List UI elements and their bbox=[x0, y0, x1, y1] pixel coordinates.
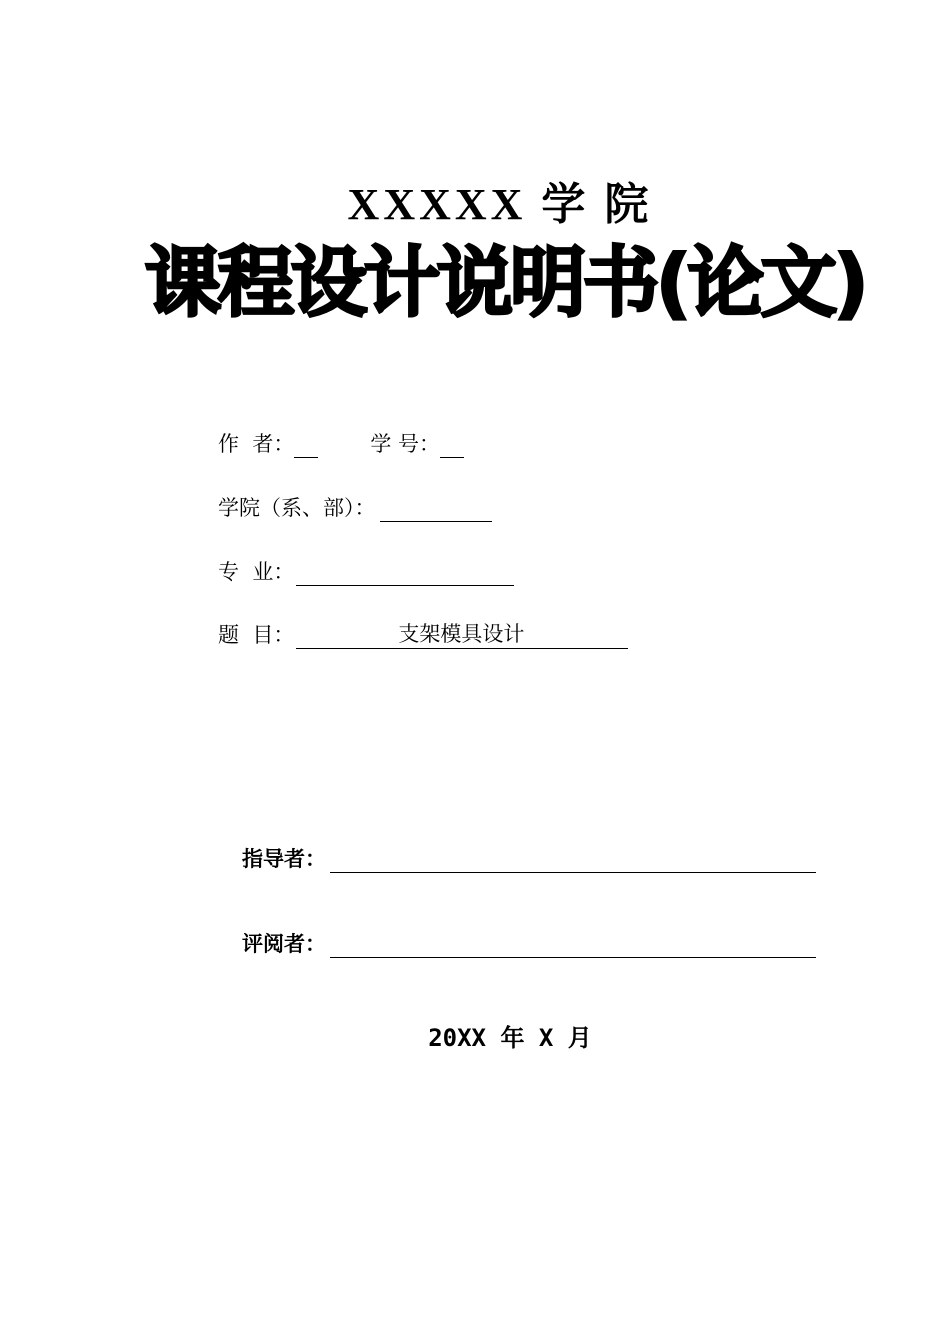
major-blank[interactable] bbox=[296, 559, 514, 586]
date: 20XX 年 X 月 bbox=[428, 1024, 592, 1052]
major-row bbox=[218, 558, 514, 586]
advisor-row bbox=[242, 845, 816, 873]
reviewer-label: 评阅者： bbox=[242, 932, 326, 956]
advisor-blank[interactable] bbox=[330, 846, 816, 873]
department-row bbox=[218, 494, 492, 522]
reviewer-blank[interactable] bbox=[330, 931, 816, 958]
student-id-blank[interactable] bbox=[440, 431, 464, 458]
document-title: 课程设计说明书(论文) bbox=[145, 238, 866, 327]
topic-label: 题 目： bbox=[218, 623, 295, 647]
topic-value: 支架模具设计 bbox=[398, 622, 525, 646]
topic-row bbox=[218, 620, 628, 649]
advisor-label: 指导者： bbox=[242, 847, 326, 871]
college-name: XXXXX 学 院 bbox=[347, 180, 653, 229]
department-label: 学院（系、部）： bbox=[218, 496, 376, 520]
student-id-label: 学 号： bbox=[370, 432, 441, 456]
author-label: 作 者： bbox=[218, 432, 295, 456]
reviewer-row bbox=[242, 930, 816, 958]
author-row bbox=[218, 430, 464, 458]
major-label: 专 业： bbox=[218, 560, 295, 584]
department-blank[interactable] bbox=[380, 495, 492, 522]
topic-blank[interactable] bbox=[296, 620, 628, 649]
author-blank[interactable] bbox=[294, 431, 318, 458]
